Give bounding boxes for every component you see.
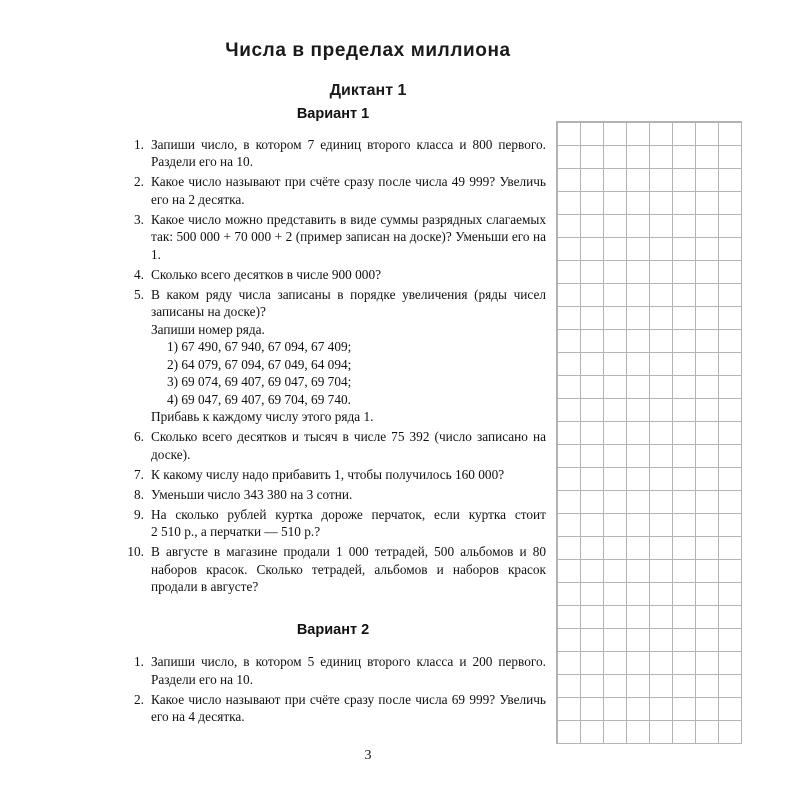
item-number: 7. xyxy=(134,466,144,482)
problem-item xyxy=(120,691,546,726)
item-text: На сколько рублей куртка дороже перчаток, если куртка стоит 2 510 р., а перчатки — 510 р.? xyxy=(151,506,546,539)
item-number: 9. xyxy=(134,506,144,522)
item-number: 2. xyxy=(134,174,144,189)
number-series: 4) 69 047, 69 407, 69 704, 69 740. xyxy=(167,391,351,407)
variant-2-heading: Вариант 2 xyxy=(296,621,370,638)
item-text: Запиши число, в котором 7 единиц второго класса и 800 первого. Раздели его на 10. xyxy=(151,136,546,169)
problem-item xyxy=(120,653,546,688)
item-text: Какое число называют при счёте сразу после числа 49 999? Увеличь его на 2 десятка. xyxy=(151,174,546,207)
item-text: Какое число можно представить в виде суммы разрядных слагаемых так: 500 000 + 70 000 + 2 (пример записан на доске)? Уменьши его на 1. xyxy=(151,211,546,262)
problem-item xyxy=(120,466,546,484)
page-title: Числа в пределах миллиона xyxy=(225,40,511,61)
item-number: 2. xyxy=(134,691,144,707)
item-number: 1. xyxy=(134,654,144,669)
item-text: Сколько всего десятков в числе 900 000? xyxy=(151,266,381,282)
number-series: 2) 64 079, 67 094, 67 049, 64 094; xyxy=(167,356,352,372)
item-number: 6. xyxy=(134,429,144,444)
item-number: 3. xyxy=(134,211,144,227)
item-subline: Запиши номер ряда. xyxy=(151,321,265,337)
problem-item xyxy=(120,173,546,208)
problem-item xyxy=(120,136,546,171)
item-body xyxy=(151,286,546,426)
problem-item xyxy=(120,266,546,284)
page-header xyxy=(120,40,616,100)
item-text: В августе в магазине продали 1 000 тетрадей, 500 альбомов и 80 наборов красок. Сколько тетрадей, альбомов и наборов красок продали в августе? xyxy=(151,544,546,594)
answer-grid xyxy=(556,121,742,744)
problem-item xyxy=(120,543,546,596)
item-text: Какое число называют при счёте сразу после числа 69 999? Увеличь его на 4 десятка. xyxy=(151,691,546,724)
problem-item xyxy=(120,506,546,541)
item-number: 4. xyxy=(134,266,144,282)
problem-item xyxy=(120,428,546,463)
item-text: Запиши число, в котором 5 единиц второго класса и 200 первого. Раздели его на 10. xyxy=(151,654,546,687)
dictation-heading: Диктант 1 xyxy=(329,82,407,99)
item-number: 8. xyxy=(134,486,144,502)
item-text: Сколько всего десятков и тысяч в числе 75 392 (число записано на доске). xyxy=(151,429,546,462)
item-subline: Прибавь к каждому числу этого ряда 1. xyxy=(151,409,374,424)
main-text-column xyxy=(120,106,546,728)
item-number: 1. xyxy=(134,136,144,152)
number-series: 3) 69 074, 69 407, 69 047, 69 704; xyxy=(167,374,352,389)
item-text: В каком ряду числа записаны в порядке увеличения (ряды чисел записаны на доске)? xyxy=(151,286,546,319)
variant-1-heading: Вариант 1 xyxy=(296,106,370,122)
item-number: 10. xyxy=(127,544,144,559)
item-text: К какому числу надо прибавить 1, чтобы получилось 160 000? xyxy=(151,466,505,482)
item-number: 5. xyxy=(134,286,144,302)
problem-item xyxy=(120,211,546,264)
item-text: Уменьши число 343 380 на 3 сотни. xyxy=(151,486,353,502)
problem-item xyxy=(120,486,546,504)
problem-item xyxy=(120,286,546,426)
page-number: 3 xyxy=(364,748,372,763)
number-series: 1) 67 490, 67 940, 67 094, 67 409; xyxy=(167,339,352,354)
